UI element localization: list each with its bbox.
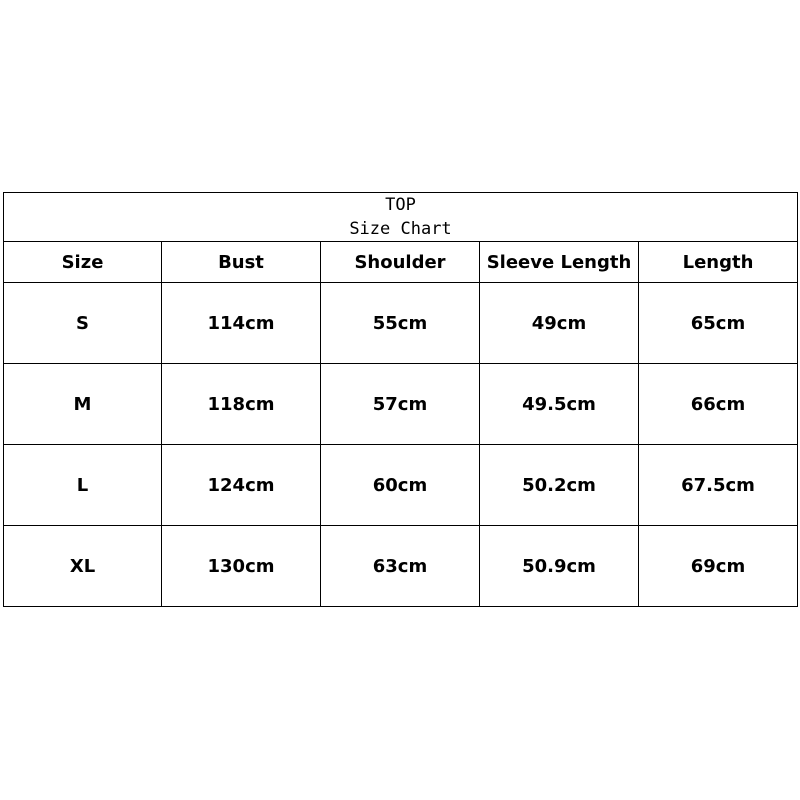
cell-bust: 118cm <box>162 364 321 445</box>
table-row <box>4 445 798 526</box>
cell-length: 69cm <box>639 526 798 607</box>
cell-bust: 124cm <box>162 445 321 526</box>
cell-sleeve-length: 50.9cm <box>480 526 639 607</box>
header-length: Length <box>639 242 798 283</box>
cell-shoulder: 63cm <box>321 526 480 607</box>
cell-sleeve-length: 49.5cm <box>480 364 639 445</box>
table-title: TOP <box>385 195 416 215</box>
title-row <box>4 193 798 242</box>
cell-bust: 130cm <box>162 526 321 607</box>
cell-size: M <box>4 364 162 445</box>
cell-shoulder: 60cm <box>321 445 480 526</box>
table-subtitle: Size Chart <box>349 219 452 239</box>
header-sleeve-length: Sleeve Length <box>480 242 639 283</box>
cell-sleeve-length: 50.2cm <box>480 445 639 526</box>
table-title-cell <box>4 193 798 242</box>
header-size: Size <box>4 242 162 283</box>
cell-length: 66cm <box>639 364 798 445</box>
cell-shoulder: 55cm <box>321 283 480 364</box>
table-row <box>4 283 798 364</box>
cell-size: S <box>4 283 162 364</box>
cell-sleeve-length: 49cm <box>480 283 639 364</box>
header-row <box>4 242 798 283</box>
cell-size: L <box>4 445 162 526</box>
cell-length: 67.5cm <box>639 445 798 526</box>
header-shoulder: Shoulder <box>321 242 480 283</box>
table-row <box>4 364 798 445</box>
cell-shoulder: 57cm <box>321 364 480 445</box>
cell-size: XL <box>4 526 162 607</box>
table-row <box>4 526 798 607</box>
size-chart-table <box>3 192 798 607</box>
header-bust: Bust <box>162 242 321 283</box>
cell-length: 65cm <box>639 283 798 364</box>
cell-bust: 114cm <box>162 283 321 364</box>
